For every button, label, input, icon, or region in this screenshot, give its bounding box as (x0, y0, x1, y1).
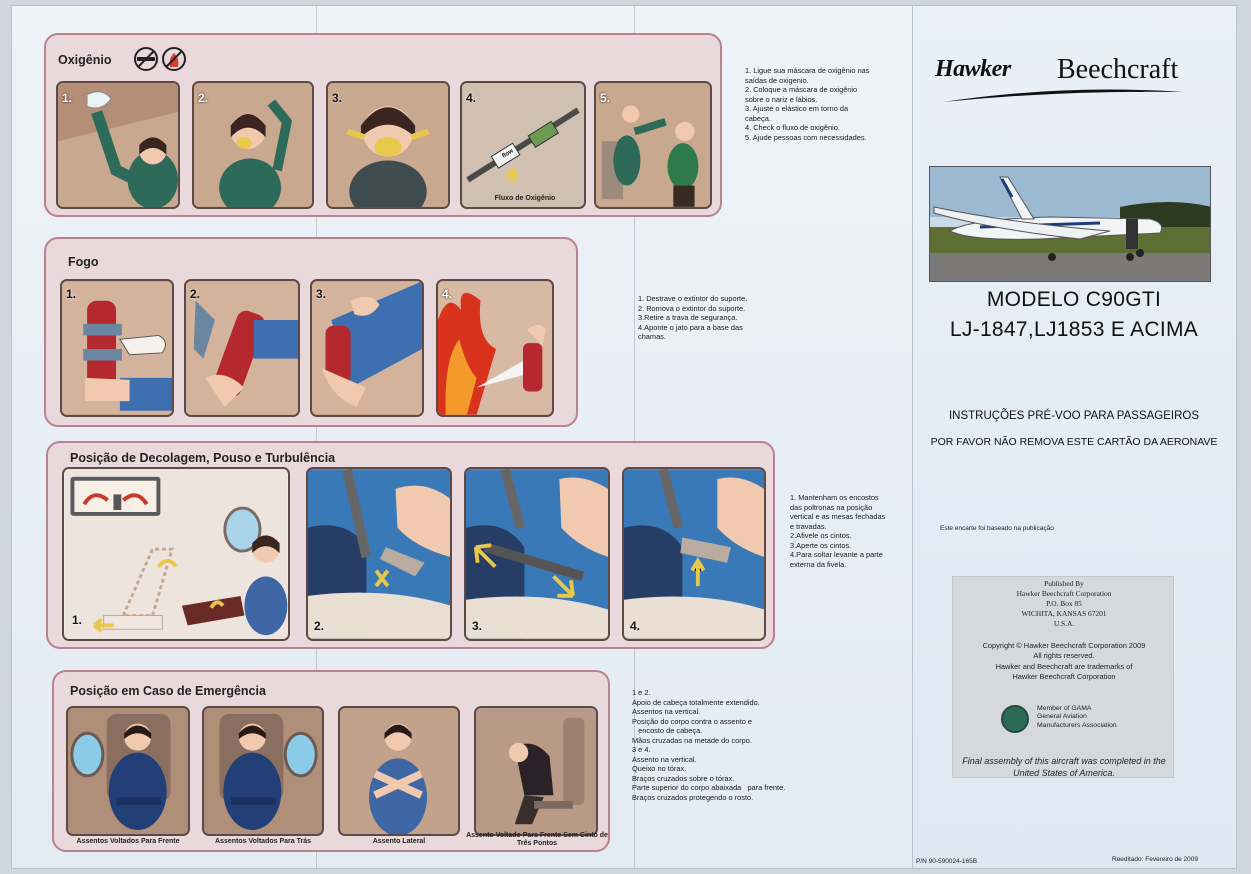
emergency-panel-2 (202, 706, 324, 836)
mask-on-illustration (194, 83, 312, 207)
publisher-box: Published By Hawker Beechcraft Corporation P.O. Box 85 WICHITA, KANSAS 67201 U.S.A. Copyright © Hawker Beechcraft Corporation 2009 All rights reserved. Hawker and Beechcraft are trademarks of Hawker Beechcraft Corporation Member of GAMA General Aviation Manufacturers Association Final assembly of this aircraft was completed in the United States of America. (952, 576, 1174, 778)
panel-number: 3. (472, 619, 483, 633)
oxygen-instructions: 1. Ligue sua máscara de oxigênio nas saídas de oxigenio. 2. Coloque a máscara de oxigênio sobre o nariz e lábios. 3. Ajuste o elástico em torno da cabeça. 4. Check o fluxo de oxigênio. 5. Ajude pessoas com necessidades. (745, 66, 870, 142)
fire-panel-3 (310, 279, 424, 417)
emergency-caption-3: Assento Lateral (372, 838, 426, 845)
flow-indicator-illustration (462, 83, 584, 207)
logo-swoosh-icon (943, 88, 1183, 104)
brand-hawker: Hawker (935, 56, 1011, 82)
fire-panel-1 (60, 279, 174, 417)
takeoff-section (46, 441, 775, 649)
emergency-caption-4: Assento Voltado Para Frente Sem Cinto de Três Pontos (466, 832, 608, 847)
fire-panel-4 (436, 279, 554, 417)
fire-section (44, 237, 578, 427)
aircraft-image (930, 167, 1211, 282)
panel-number: 3. (316, 287, 327, 301)
emergency-section (52, 670, 610, 852)
fire-panel-2 (184, 279, 300, 417)
oxygen-section (44, 33, 722, 217)
brand-logo (935, 50, 1195, 110)
emergency-panel-1 (66, 706, 190, 836)
emergency-caption-2: Assentos Voltados Para Trás (215, 838, 311, 845)
panel-number: 5. (600, 91, 611, 105)
oxygen-flow-label: Fluxo de Oxigênio (494, 195, 556, 202)
part-number: P/N 90-590024-165B (916, 858, 978, 865)
brace-rearward-illustration (204, 708, 322, 834)
preflight-instructions-title: INSTRUÇÕES PRÉ-VOO PARA PASSAGEIROS (948, 410, 1200, 422)
final-assembly-note: Final assembly of this aircraft was completed in the United States of America. (962, 756, 1166, 778)
takeoff-panel-3 (464, 467, 610, 641)
publication-note: Este encarte foi baseado na publicação (940, 525, 1054, 532)
emergency-panel-4 (474, 706, 598, 836)
seat-upright-illustration (64, 469, 288, 639)
emergency-instructions: 1 e 2. Apoio de cabeça totalmente extendido. Assentos na vertical. Posição do corpo contra o assento e encosto de cabeça. Mãos cruzadas na metade do corpo. 3 e 4. Assento na vertical. Queixo no tórax. Braços cruzados sobre o tórax. Parte superior do corpo abaixada para frente. Braços cruzados protegendo o rosto. (632, 688, 786, 802)
help-others-illustration (596, 83, 710, 207)
gama-membership: Member of GAMA General Aviation Manufacturers Association (1037, 705, 1117, 729)
oxygen-panel-2 (192, 81, 314, 209)
fasten-belt-illustration (308, 469, 450, 639)
panel-number: 2. (190, 287, 201, 301)
tighten-belt-illustration (466, 469, 608, 639)
serial-range: LJ-1847,LJ1853 E ACIMA (949, 318, 1199, 341)
panel-number: 3. (332, 91, 343, 105)
brace-no-shoulder-belt-illustration (476, 708, 596, 834)
model-title: MODELO C90GTI (986, 288, 1162, 311)
takeoff-panel-1 (62, 467, 290, 641)
panel-number: 2. (314, 619, 325, 633)
emergency-caption-1: Assentos Voltados Para Frente (76, 838, 180, 845)
fire-instructions: 1. Destrave o extintor do suporte. 2. Romova o extintor do suporte. 3.Retire a trava de segurança. 4.Aponte o jato para a base das chamas. (638, 294, 748, 341)
reissue-date: Reeditado: Fevereiro de 2009 (1112, 856, 1199, 863)
oxygen-panel-5 (594, 81, 712, 209)
takeoff-title: Posição de Decolagem, Pouso e Turbulência (70, 451, 336, 465)
brace-side-illustration (340, 708, 458, 834)
oxygen-panel-4 (460, 81, 586, 209)
mask-drop-illustration (58, 83, 178, 207)
takeoff-instructions: 1. Mantenham os encostos das poltronas na posição vertical e as mesas fechadas e travadas. 2.Afivele os cintos. 3.Aperte os cintos. 4.Para soltar levante a parte externa da fivela. (790, 493, 886, 569)
remove-extinguisher-illustration (186, 281, 298, 415)
release-belt-illustration (624, 469, 764, 639)
oxygen-title: Oxigênio (58, 53, 112, 67)
flow-tag: flow (501, 148, 515, 160)
brace-forward-illustration (68, 708, 188, 834)
oxygen-panel-3 (326, 81, 450, 209)
adjust-strap-illustration (328, 83, 448, 207)
aim-at-flames-illustration (438, 281, 552, 415)
aircraft-photo (929, 166, 1211, 282)
brand-beechcraft: Beechcraft (1057, 54, 1179, 85)
no-smoking-icon (132, 45, 188, 73)
unlock-extinguisher-illustration (62, 281, 172, 415)
panel-number: 1. (66, 287, 77, 301)
panel-number: 1. (62, 91, 73, 105)
panel-number: 1. (72, 613, 83, 627)
emergency-title: Posição em Caso de Emergência (70, 684, 266, 698)
panel-number: 4. (466, 91, 477, 105)
takeoff-panel-2 (306, 467, 452, 641)
panel-number: 4. (630, 619, 641, 633)
do-not-remove-notice: POR FAVOR NÃO REMOVA ESTE CARTÃO DA AERONAVE (930, 436, 1218, 448)
emergency-panel-3 (338, 706, 460, 836)
gama-logo-icon (1001, 705, 1029, 733)
panel-number: 2. (198, 91, 209, 105)
takeoff-panel-4 (622, 467, 766, 641)
oxygen-panel-1 (56, 81, 180, 209)
panel-number: 4. (442, 287, 453, 301)
pull-pin-illustration (312, 281, 422, 415)
fire-title: Fogo (68, 255, 99, 269)
